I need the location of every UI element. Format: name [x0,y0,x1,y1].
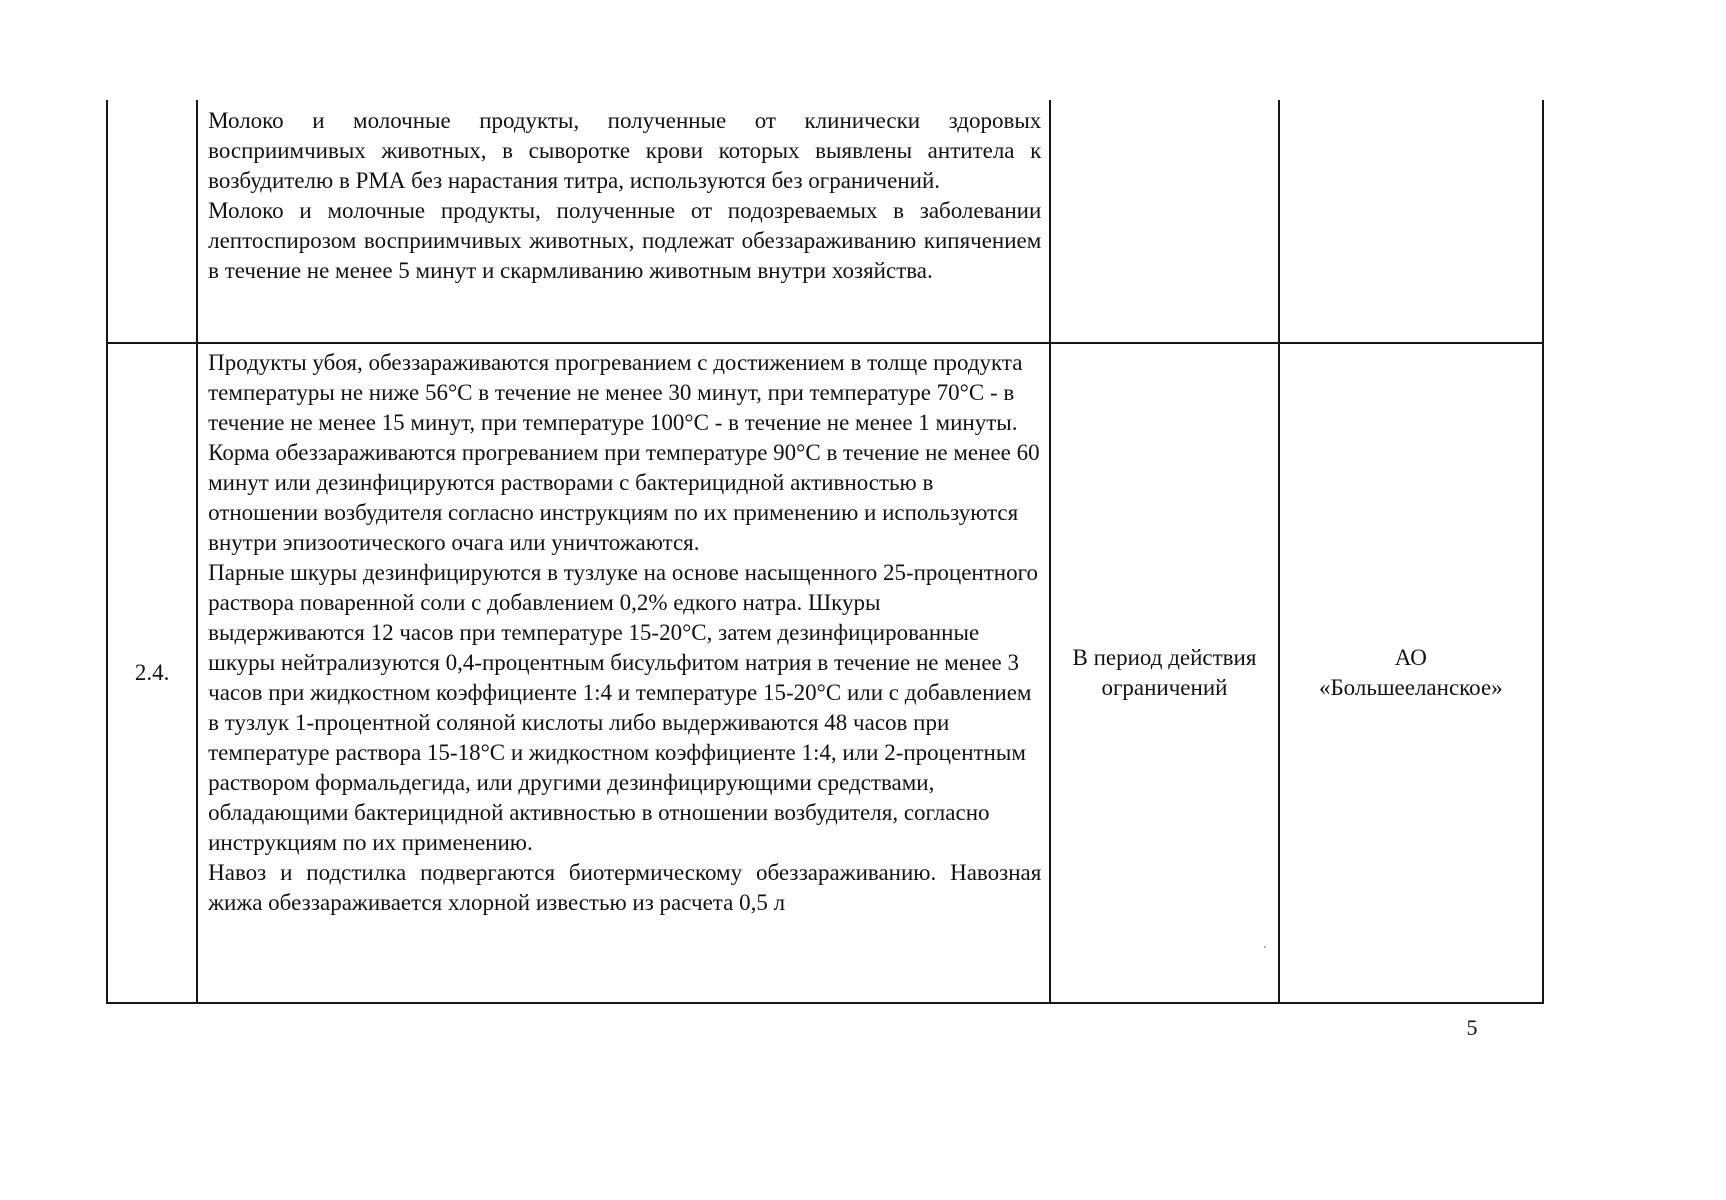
period-text-line1: В период действия [1072,645,1257,670]
measure-paragraph: Корма обеззараживаются прогреванием при температуре 90°С в течение не менее 60 минут или дезинфицируются растворами с бактерицидной активностью в отношении возбудителя согласно инструкциям по их применению и используются внутри эпизоотического очага или уничтожаются. [208,440,1040,555]
measure-paragraph: Молоко и молочные продукты, полученные от клинически здоровых восприимчивых животных, в сыворотке крови которых выявлены антитела к возбудителю в РМА без нарастания титра, используются без ограничений. [208,108,1042,193]
measures-table [106,100,1544,1004]
measure-text-cell [197,343,1050,1003]
row-number-cell [107,343,197,1003]
measure-paragraph: Парные шкуры дезинфицируются в тузлуке на основе насыщенного 25-процентного раствора поваренной соли с добавлением 0,2% едкого натра. Шкуры выдерживаются 12 часов при температуре 15-20°С, затем дезинфицированные шкуры нейтрализуются 0,4-процентным бисульфитом натрия в течение не менее 3 часов при жидкостном коэффициенте 1:4 и температуре 15-20°С или с добавлением в тузлук 1-процентной соляной кислоты либо выдерживаются 48 часов при температуре раствора 15-18°С и жидкостном коэффициенте 1:4, или 2-процентным раствором формальдегида, или другими дезинфицирующими средствами, обладающими бактерицидной активностью в отношении возбудителя, согласно инструкциям по их применению. [208,560,1038,855]
measure-paragraph: Молоко и молочные продукты, полученные от подозреваемых в заболевании лептоспирозом восприимчивых животных, подлежат обеззараживанию кипячением в течение не менее 5 минут и скармливанию животным внутри хозяйства. [208,198,1042,283]
responsible-text-line1: АО [1394,645,1427,670]
measure-text-cell [197,100,1050,343]
period-cell [1050,100,1278,343]
page-number: 5 [1466,1015,1478,1040]
measure-paragraph: Навоз и подстилка подвергаются биотермическому обеззараживанию. Навозная жижа обеззараживается хлорной известью из расчета 0,5 л [208,860,1042,915]
row-number: 2.4. [134,660,170,685]
period-text-line2: ограничений [1101,675,1228,700]
scan-speck [1264,946,1266,948]
responsible-text-line2: «Большееланское» [1318,675,1503,700]
table-row-continuation [107,100,1543,343]
responsible-cell [1279,100,1543,343]
table-row-2-4 [107,343,1543,1003]
measure-paragraph: Продукты убоя, обеззараживаются прогреванием с достижением в толще продукта температуры не ниже 56°С в течение не менее 30 минут, при температуре 70°С - в течение не менее 15 минут, при температуре 100°С - в течение не менее 1 минуты. [208,350,1023,435]
responsible-cell [1279,343,1543,1003]
row-number-cell [107,100,197,343]
period-cell [1050,343,1278,1003]
